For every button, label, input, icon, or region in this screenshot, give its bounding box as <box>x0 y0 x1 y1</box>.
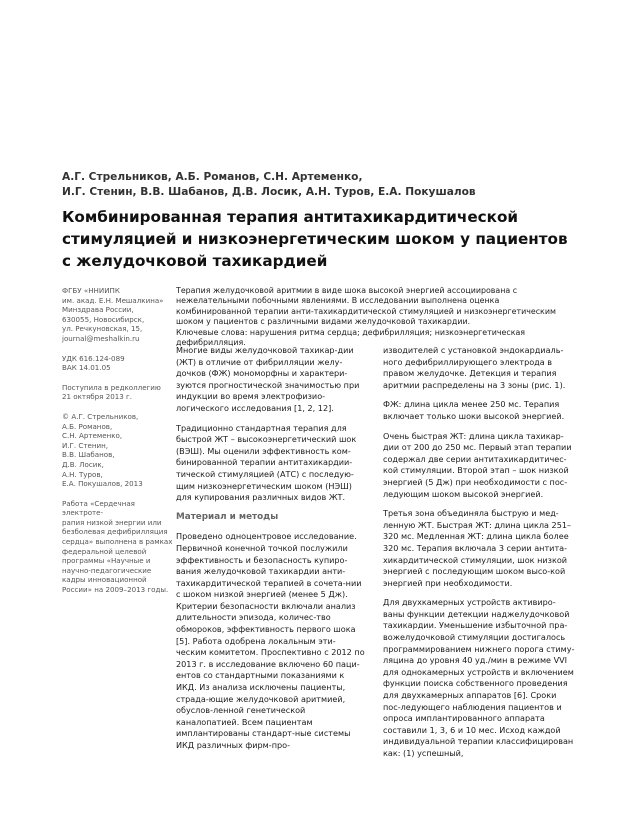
abstract <box>176 286 576 348</box>
body-column-left <box>176 345 366 760</box>
funding-note: Работа «Сердечная электроте- рапия низкой энергии или безболевая дефибрилляция сердца» выполнена в рамках федеральной целевой программы «Научные и научно-педагогические кадры инновационной России» на 2009–2013 годы. <box>62 498 173 595</box>
body-column-right <box>383 345 575 768</box>
title-line: с желудочковой тахикардией <box>62 252 328 270</box>
paragraph: Третья зона объединяла быструю и мед-ленную ЖТ. Быстрая ЖТ: длина цикла 251–320 мс. Медленная ЖТ: длина цикла более 320 мс. Терапия включала 3 серии антита-хикардитической стимуляции, шок низкой энергией с последующим шоком высо-кой энергией при необходимости. <box>383 508 572 588</box>
title-line: Комбинированная терапия антитахикардитической <box>62 208 519 226</box>
paragraph: Традиционно стандартная терапия для быстрой ЖТ – высокоэнергетический шок (ВЭШ). Мы оценили эффективность ком-бинированной терапии антитахикардии-тической стимуляцией (АТС) с последую-щим низкоэнергетическим шоком (НЭШ) для купирования различных видов ЖТ. <box>176 422 357 503</box>
paragraph: Очень быстрая ЖТ: длина цикла тахикар-дии от 200 до 250 мс. Первый этап терапии содержал две серии антитахикардитичес-кой стимуляции. Второй этап – шок низкой энергией (5 Дж) при необходимости с пос-ледующим шоком высокой энергией. <box>383 430 572 499</box>
keywords: Ключевые слова: нарушения ритма сердца; дефибрилляция; низкоэнергетическая дефибрилляция. <box>176 327 526 348</box>
section-heading: Материал и методы <box>176 511 279 522</box>
copyright: © А.Г. Стрельников, А.Б. Романов, С.Н. Артеменко, И.Г. Стенин, В.В. Шабанов, Д.В. Лосик, А.Н. Туров, Е.А. Покушалов, 2013 <box>62 411 143 489</box>
author-list <box>62 170 602 200</box>
paragraph: Для двухкамерных устройств активиро-ваны функции детекции наджелудочковой тахикардии. Уменьшение избыточной пра-вожелудочковой стимуляции достигалось программированием нижнего порога стиму-ляцина до уровня 40 уд./мин в режиме VVI для однокамерных устройств и включением функции поиска собственного проведения для двухкамерных аппаратов [6]. Сроки пос-ледующего наблюдения пациентов и опроса имплантированного аппарата составили 1, 3, 6 и 10 мес. Исход каждой индивидуальной терапии классифицирован как: (1) успешный, <box>383 597 575 758</box>
author-line: И.Г. Стенин, В.В. Шабанов, Д.В. Лосик, А.Н. Туров, Е.А. Покушалов <box>62 186 476 198</box>
author-line: А.Г. Стрельников, А.Б. Романов, С.Н. Артеменко, <box>62 171 363 183</box>
abstract-text: Терапия желудочковой аритмии в виде шока высокой энергией ассоциирована с нежелательными побочными явлениями. В исследовании выполнена оценка комбинированной терапии анти-тахикардитической стимуляцией и низкоэнергетическим шоком у пациентов с различными видами желудочковой тахикардии. <box>176 286 556 327</box>
sidebar <box>62 286 174 605</box>
received-date: Поступила в редколлегию 21 октября 2013 г. <box>62 382 161 402</box>
paragraph: ФЖ: длина цикла менее 250 мс. Терапия включает только шоки высокой энергией. <box>383 399 565 421</box>
paragraph: изводителей с установкой эндокардиаль-ного дефибриллирующего электрода в правом желудочке. Детекция и терапия аритмии распределены на 3 зоны (рис. 1). <box>383 345 566 390</box>
article-title <box>62 206 602 272</box>
affiliation: ФГБУ «ННИИПК им. акад. Е.Н. Мешалкина» Минздрава России, 630055, Новосибирск, ул. Речкуновская, 15, journal@meshalkin.ru <box>62 286 164 343</box>
paragraph: Проведено одноцентровое исследование. Первичной конечной точкой послужили эффективность и безопасность купиро-вания желудочковой тахикардии анти-тахикардитической терапией в сочета-нии с шоком низкой энергией (менее 5 Дж). Критерии безопасности включали анализ длительности эпизода, количес-тво обмороков, эффективность первого шока [5]. Работа одобрена локальным эти-ческим комитетом. Проспективно с 2012 по 2013 г. в исследование включено 60 паци-ентов со стандартными показаниями к ИКД. Из анализа исключены пациенты, страда-ющие желудочковой аритмией, обуслов-ленной генетической каналопатией. Всем пациентам имплантированы стандарт-ные системы ИКД различных фирм-про- <box>176 531 365 750</box>
title-line: стимуляцией и низкоэнергетическим шоком у пациентов <box>62 230 568 248</box>
paragraph: Многие виды желудочковой тахикар-дии (ЖТ) в отличие от фибрилляции желу-дочков (ФЖ) мономорфны и характери-зуются прогностической значимостью при индукции во время электрофизио-логического исследования [1, 2, 12]. <box>176 345 360 413</box>
udk-codes: УДК 616.124-089 ВАК 14.01.05 <box>62 353 125 373</box>
